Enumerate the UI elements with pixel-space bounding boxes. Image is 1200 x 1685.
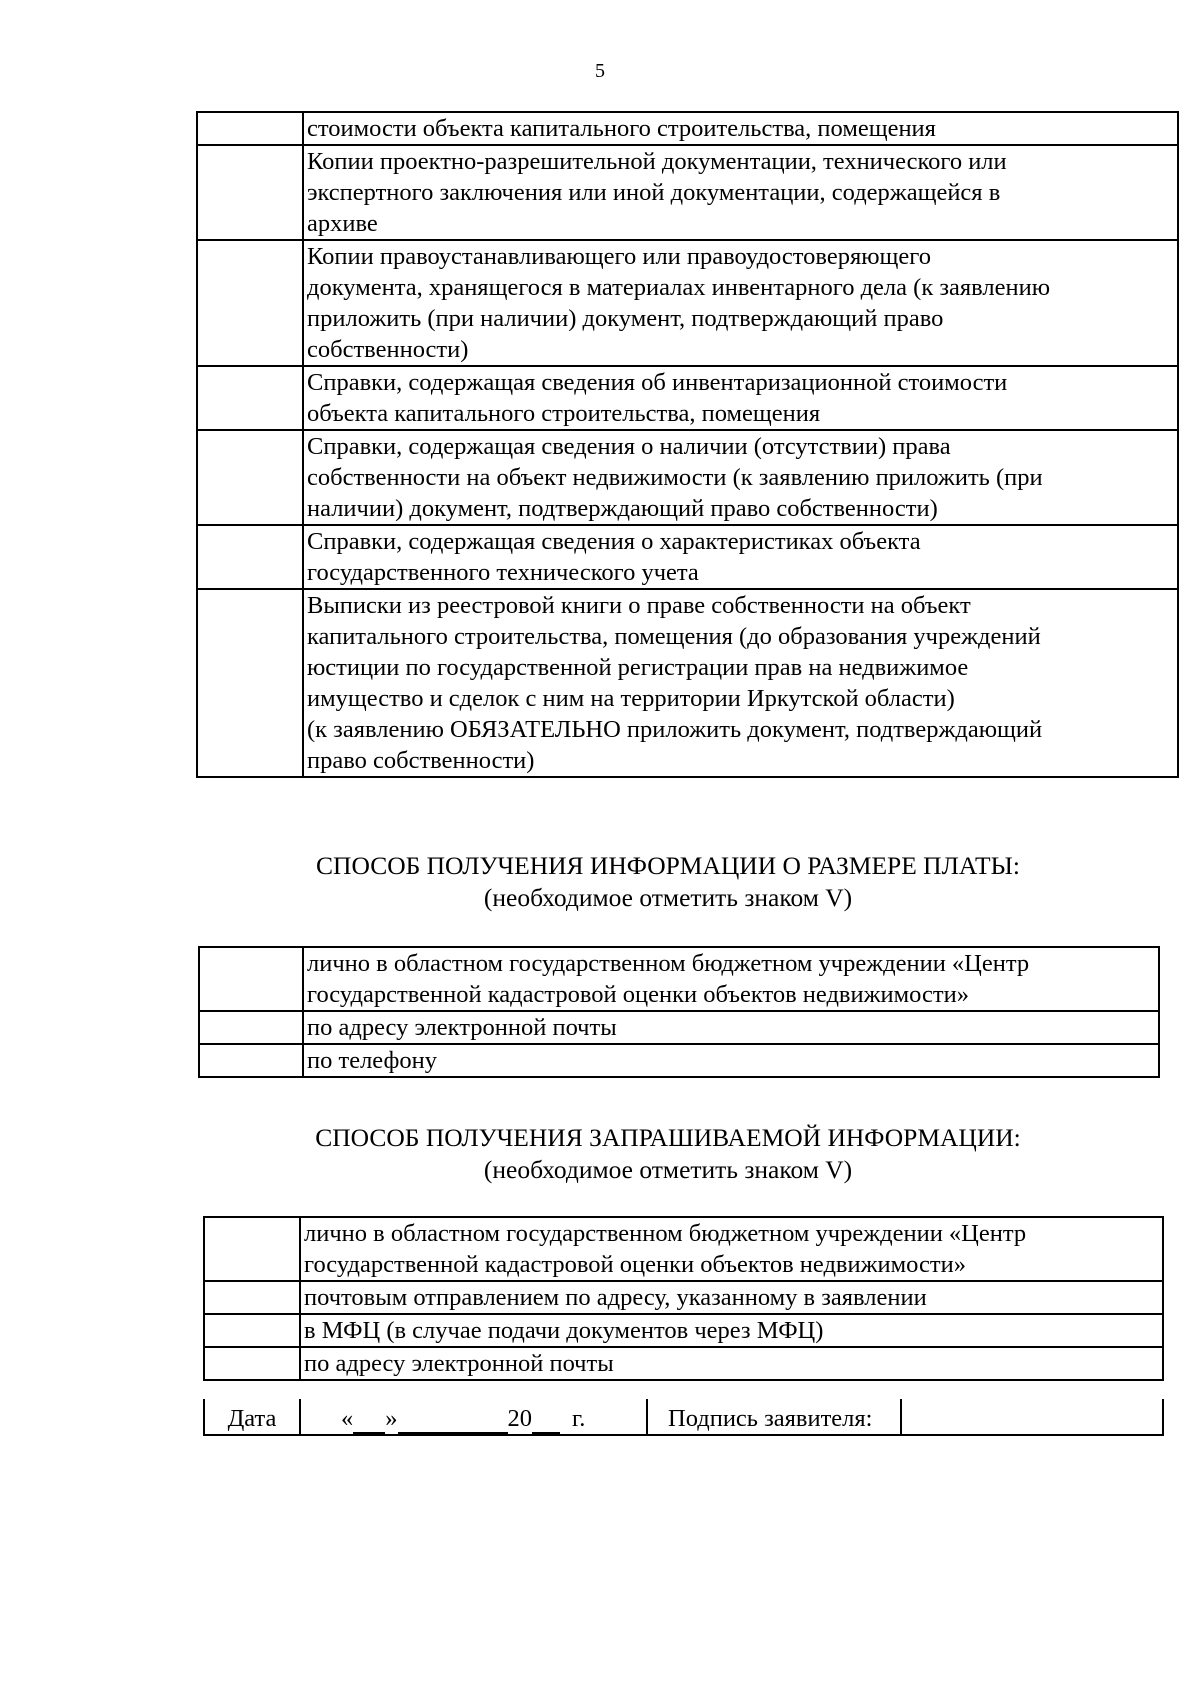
checkbox-cell[interactable] xyxy=(199,1044,303,1077)
option-text xyxy=(303,947,1159,1011)
checkbox-cell[interactable] xyxy=(197,145,303,240)
text-line: Справки, содержащая сведения о характеристиках объекта xyxy=(307,528,921,555)
text-line: лично в областном государственном бюджетном учреждении «Центр xyxy=(304,1220,1027,1247)
fee-option-row xyxy=(199,1011,1159,1044)
document-row xyxy=(197,366,1178,430)
text-line: капитального строительства, помещения (до образования учреждений xyxy=(307,623,1041,650)
checkbox-cell[interactable] xyxy=(197,240,303,366)
text-line: Выписки из реестровой книги о праве собственности на объект xyxy=(307,592,971,619)
option-text xyxy=(303,1044,1159,1077)
option-text xyxy=(300,1347,1163,1380)
document-row xyxy=(197,145,1178,240)
option-text xyxy=(303,525,1178,589)
text-line: государственного технического учета xyxy=(307,559,699,586)
request-option-row xyxy=(204,1314,1163,1347)
document-row xyxy=(197,589,1178,777)
option-text xyxy=(303,589,1178,777)
page-number: 5 xyxy=(595,60,605,82)
option-text xyxy=(303,112,1178,145)
date-field[interactable] xyxy=(300,1399,647,1435)
text-line: собственности) xyxy=(307,336,469,363)
year-prefix: 20 xyxy=(507,1405,532,1432)
option-text xyxy=(303,430,1178,525)
option-text xyxy=(303,240,1178,366)
text-line: по адресу электронной почты xyxy=(307,1014,617,1041)
date-quote-open: « xyxy=(341,1405,354,1432)
fee-option-row xyxy=(199,947,1159,1011)
checkbox-cell[interactable] xyxy=(204,1347,300,1380)
document-row xyxy=(197,240,1178,366)
text-line: имущество и сделок с ним на территории Иркутской области) xyxy=(307,685,955,712)
checkbox-cell[interactable] xyxy=(197,589,303,777)
request-info-heading xyxy=(0,1122,1200,1186)
document-row xyxy=(197,430,1178,525)
fee-info-options-table xyxy=(198,946,1160,1078)
request-info-options-table xyxy=(203,1216,1164,1381)
signature-row xyxy=(204,1399,1163,1435)
text-line: приложить (при наличии) документ, подтверждающий право xyxy=(307,305,944,332)
text-line: стоимости объекта капитального строительства, помещения xyxy=(307,115,936,142)
year-blank[interactable] xyxy=(532,1406,560,1434)
date-signature-row xyxy=(203,1399,1164,1436)
option-text xyxy=(303,366,1178,430)
request-option-row xyxy=(204,1281,1163,1314)
fee-option-row xyxy=(199,1044,1159,1077)
option-text xyxy=(303,1011,1159,1044)
checkbox-cell[interactable] xyxy=(197,112,303,145)
text-line: Справки, содержащая сведения об инвентаризационной стоимости xyxy=(307,369,1008,396)
text-line: собственности на объект недвижимости (к заявлению приложить (при xyxy=(307,464,1043,491)
checkbox-cell[interactable] xyxy=(204,1314,300,1347)
document-row xyxy=(197,525,1178,589)
request-option-row xyxy=(204,1347,1163,1380)
request-info-title: СПОСОБ ПОЛУЧЕНИЯ ЗАПРАШИВАЕМОЙ ИНФОРМАЦИИ: xyxy=(315,1123,1021,1152)
document-row xyxy=(197,112,1178,145)
text-line: почтовым отправлением по адресу, указанному в заявлении xyxy=(304,1284,927,1311)
checkbox-cell[interactable] xyxy=(197,366,303,430)
text-line: юстиции по государственной регистрации прав на недвижимое xyxy=(307,654,969,681)
text-line: Копии правоустанавливающего или правоудостоверяющего xyxy=(307,243,931,270)
text-line: в МФЦ (в случае подачи документов через МФЦ) xyxy=(304,1317,824,1344)
text-line: по телефону xyxy=(307,1047,437,1074)
option-text xyxy=(300,1314,1163,1347)
fee-info-title: СПОСОБ ПОЛУЧЕНИЯ ИНФОРМАЦИИ О РАЗМЕРЕ ПЛАТЫ: xyxy=(316,851,1020,880)
date-label: Дата xyxy=(204,1399,300,1435)
fee-info-heading xyxy=(0,850,1200,914)
text-line: архиве xyxy=(307,210,378,237)
signature-field[interactable] xyxy=(901,1399,1163,1435)
checkbox-cell[interactable] xyxy=(199,1011,303,1044)
month-blank[interactable] xyxy=(398,1406,508,1434)
option-text xyxy=(300,1281,1163,1314)
option-text xyxy=(300,1217,1163,1281)
text-line: (к заявлению ОБЯЗАТЕЛЬНО приложить документ, подтверждающий xyxy=(307,716,1043,743)
text-line: Копии проектно-разрешительной документации, технического или xyxy=(307,148,1007,175)
text-line: наличии) документ, подтверждающий право собственности) xyxy=(307,495,938,522)
request-option-row xyxy=(204,1217,1163,1281)
text-line: лично в областном государственном бюджетном учреждении «Центр xyxy=(307,950,1030,977)
checkbox-cell[interactable] xyxy=(204,1281,300,1314)
text-line: право собственности) xyxy=(307,747,535,774)
signature-label: Подпись заявителя: xyxy=(647,1399,901,1435)
text-line: государственной кадастровой оценки объектов недвижимости» xyxy=(304,1251,966,1278)
text-line: объекта капитального строительства, помещения xyxy=(307,400,821,427)
text-line: по адресу электронной почты xyxy=(304,1350,614,1377)
checkbox-cell[interactable] xyxy=(197,430,303,525)
checkbox-cell[interactable] xyxy=(204,1217,300,1281)
text-line: экспертного заключения или иной документации, содержащейся в xyxy=(307,179,1001,206)
text-line: государственной кадастровой оценки объектов недвижимости» xyxy=(307,981,969,1008)
text-line: Справки, содержащая сведения о наличии (отсутствии) права xyxy=(307,433,951,460)
fee-info-subtitle: (необходимое отметить знаком V) xyxy=(483,883,853,912)
documents-table xyxy=(196,111,1179,778)
text-line: документа, хранящегося в материалах инвентарного дела (к заявлению xyxy=(307,274,1051,301)
request-info-subtitle: (необходимое отметить знаком V) xyxy=(483,1155,853,1184)
option-text xyxy=(303,145,1178,240)
checkbox-cell[interactable] xyxy=(199,947,303,1011)
date-quote-close: » xyxy=(385,1405,398,1432)
day-blank[interactable] xyxy=(353,1406,385,1434)
year-suffix: г. xyxy=(572,1405,586,1432)
checkbox-cell[interactable] xyxy=(197,525,303,589)
